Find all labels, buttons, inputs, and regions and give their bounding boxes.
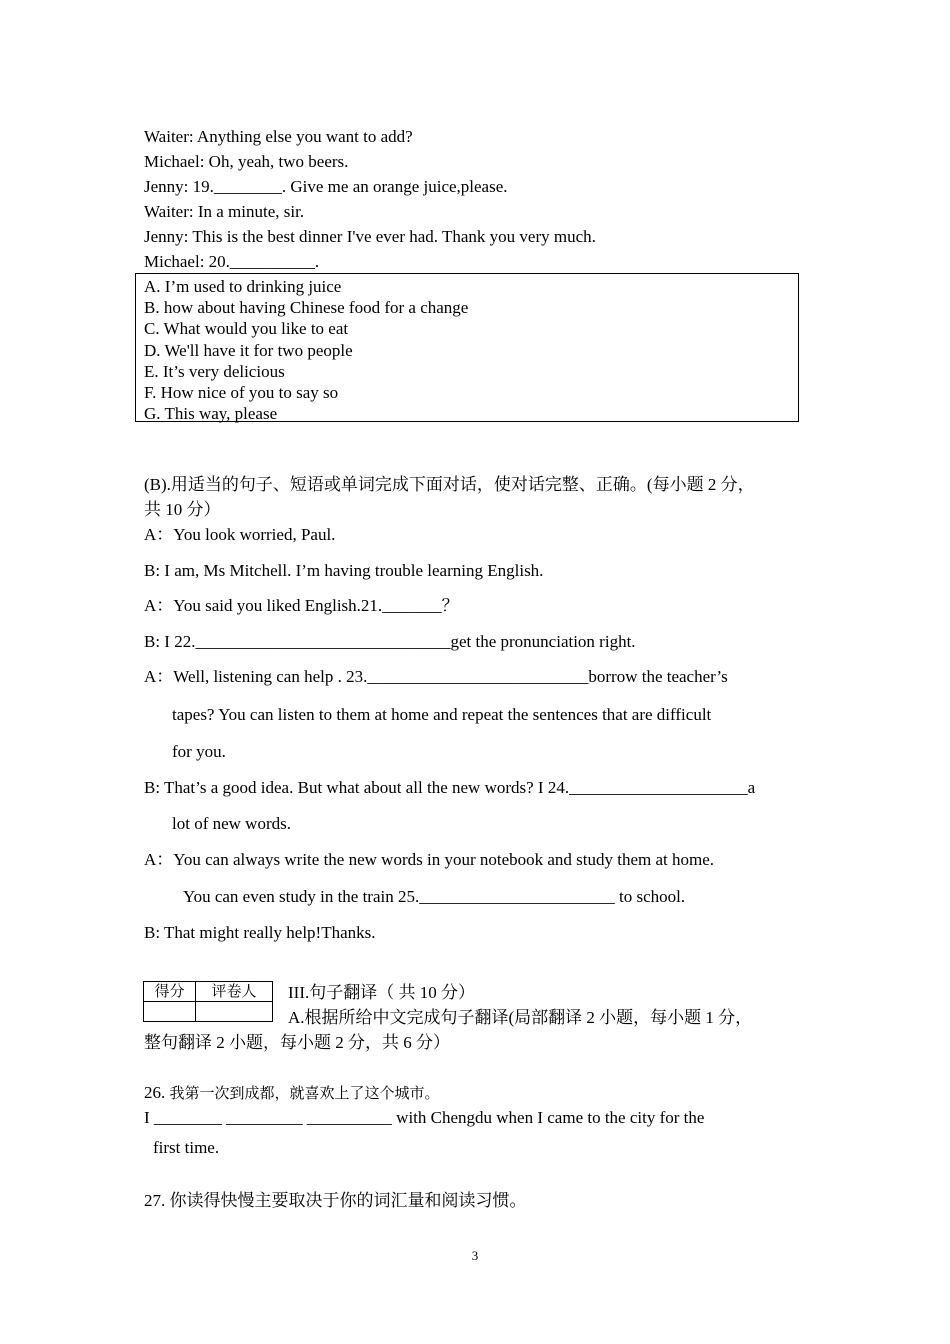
- section-3-instruction-cont: 整句翻译 2 小题，每小题 2 分，共 6 分）: [144, 1033, 450, 1052]
- question-26-answer-line: I ________ _________ __________ with Chengdu when I came to the city for the: [144, 1108, 705, 1127]
- part-b-instruction-cont: 共 10 分）: [144, 500, 221, 519]
- dialogue-line: Michael: 20.__________.: [144, 252, 320, 271]
- question-26-answer-cont: first time.: [153, 1138, 220, 1157]
- question-26: [144, 1082, 440, 1105]
- grader-header: 评卷人: [196, 982, 273, 1002]
- option-b: B. how about having Chinese food for a change: [144, 298, 469, 318]
- part-b-line: B: That’s a good idea. But what about all the new words? I 24._____________________a: [144, 778, 756, 797]
- dialogue-line: Jenny: This is the best dinner I've ever had. Thank you very much.: [144, 227, 596, 246]
- dialogue-line: Michael: Oh, yeah, two beers.: [144, 152, 349, 171]
- option-d: D. We'll have it for two people: [144, 340, 353, 360]
- question-27: 27. 你读得快慢主要取决于你的词汇量和阅读习惯。: [144, 1191, 527, 1210]
- part-b-line: B: I am, Ms Mitchell. I’m having trouble learning English.: [144, 561, 544, 580]
- dialogue-line: Waiter: Anything else you want to add?: [144, 127, 413, 146]
- part-b-line: lot of new words.: [172, 814, 291, 833]
- part-b-line: for you.: [172, 742, 226, 761]
- part-b-line: A：You said you liked English.21._______？: [144, 596, 459, 615]
- section-3-title: III.句子翻译（ 共 10 分）: [288, 983, 475, 1002]
- option-c: C. What would you like to eat: [144, 319, 349, 339]
- part-b-line: B: That might really help!Thanks.: [144, 923, 376, 942]
- part-b-line: A：You look worried, Paul.: [144, 525, 336, 544]
- score-table: [143, 981, 273, 1022]
- option-f: F. How nice of you to say so: [144, 383, 339, 403]
- part-b-line: B: I 22.______________________________get the pronunciation right.: [144, 632, 636, 651]
- part-b-line: tapes? You can listen to them at home and repeat the sentences that are difficult: [172, 705, 712, 724]
- option-e: E. It’s very delicious: [144, 361, 285, 381]
- option-a: A. I’m used to drinking juice: [144, 277, 342, 296]
- dialogue-line: Waiter: In a minute, sir.: [144, 202, 305, 221]
- question-26-chinese: 我第一次到成都，就喜欢上了这个城市。: [169, 1086, 440, 1102]
- grader-cell: [196, 1002, 273, 1022]
- score-header: 得分: [144, 982, 196, 1002]
- options-box: [135, 273, 799, 422]
- part-b-line: A：You can always write the new words in your notebook and study them at home.: [144, 850, 715, 869]
- section-3-instruction: A.根据所给中文完成句子翻译(局部翻译 2 小题，每小题 1 分，: [288, 1008, 753, 1027]
- dialogue-line: Jenny: 19.________. Give me an orange juice,please.: [144, 177, 508, 196]
- score-cell: [144, 1002, 196, 1022]
- part-b-instruction: (B).用适当的句子、短语或单词完成下面对话，使对话完整、正确。(每小题 2 分，: [144, 475, 755, 494]
- option-g: G. This way, please: [144, 404, 278, 424]
- page-number: 3: [471, 1248, 479, 1263]
- part-b-line: A：Well, listening can help . 23.__________________________borrow the teacher’s: [144, 667, 728, 686]
- question-26-number: 26.: [144, 1083, 166, 1102]
- part-b-line: You can even study in the train 25._______________________ to school.: [183, 887, 686, 906]
